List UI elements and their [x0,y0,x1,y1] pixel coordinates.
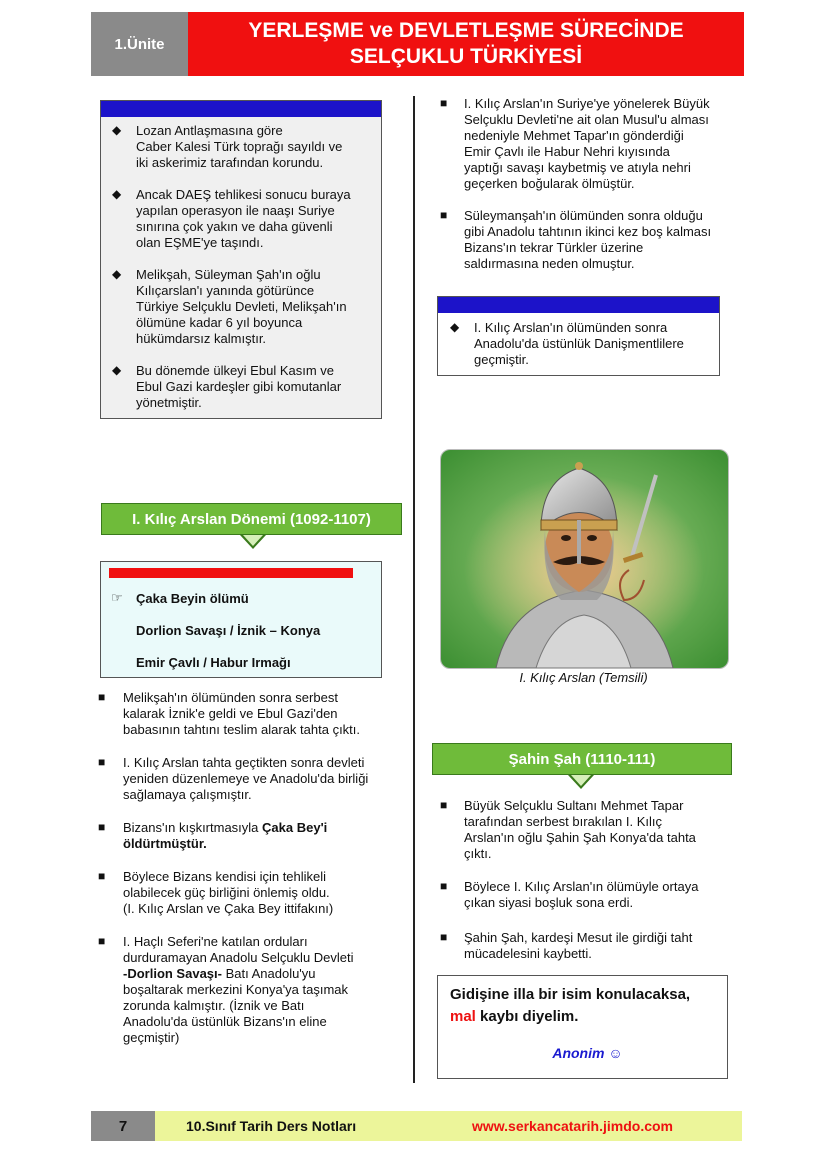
line: kalarak İznik'e geldi ve Ebul Gazi'den [123,706,338,721]
line: ölümüne kadar 6 yıl boyunca [136,315,303,330]
line: olabilecek güç birliğini önlemiş oldu. [123,885,330,900]
diamond-bullet-icon: ◆ [112,187,122,201]
title-line-2: SELÇUKLU TÜRKİYESİ [349,45,583,68]
text: Bizans'ın kışkırtmasıyla [123,820,263,835]
bold-text: öldürtmüştür. [123,836,207,851]
line: Lozan Antlaşmasına göre [136,123,283,138]
line: Bu dönemde ülkeyi Ebul Kasım ve [136,363,334,378]
line: I. Kılıç Arslan'ın ölümünden sonra [474,320,668,335]
portrait-image [440,449,729,669]
diamond-bullet-icon: ◆ [112,123,122,137]
quote-line-1: Gidişine illa bir isim konulacaksa, [450,986,691,1003]
line: Süleymanşah'ın ölümünden sonra olduğu [464,208,703,223]
line: yapılan operasyon ile naaşı Suriye [136,203,335,218]
square-bullet-icon: ■ [98,934,106,948]
line: hükümdarsız kalmıştır. [136,331,267,346]
line: I. Haçlı Seferi'ne katılan orduları [123,934,308,949]
bold-text: -Dorlion Savaşı- [123,966,222,981]
line: çıktı. [464,846,492,861]
topic-item: Emir Çavlı / Habur Irmağı [136,655,291,670]
line: yaptığı savaşı kaybetmiş ve atıyla nehri [464,160,691,175]
line: Selçuklu Devleti'ne ait olan Musul'u alması [464,112,709,127]
banner-label: Şahin Şah (1110-111) [508,750,656,768]
line: Türkiye Selçuklu Devleti, Melikşah'ın [136,299,347,314]
pointing-hand-icon: ☞ [111,590,123,605]
page-number [91,1111,155,1141]
list-item [464,798,749,862]
square-bullet-icon: ■ [440,798,448,812]
line: olan EŞME'ye taşındı. [136,235,264,250]
line: geçmiştir. [474,352,529,367]
list-item [464,96,749,192]
info-box-text [474,320,714,368]
page-number-text: 7 [118,1117,128,1135]
down-arrow-icon-inner [571,775,591,786]
box-header-bar [101,101,381,117]
list-item [464,879,749,911]
line: Ancak DAEŞ tehlikesi sonucu buraya [136,187,351,202]
line: iki askerimiz tarafından korundu. [136,155,324,170]
line: Kılıçarslan'ı yanında götürünce [136,283,315,298]
portrait-caption: I. Kılıç Arslan (Temsili) [519,670,648,685]
line: geçmiştir) [123,1030,180,1045]
list-item [123,820,408,852]
line: I. Kılıç Arslan'ın Suriye'ye yönelerek Büyük [464,96,710,111]
line: yönetmiştir. [136,395,202,410]
line: I. Kılıç Arslan tahta geçtikten sonra devleti [123,755,365,770]
column-divider [413,96,415,1083]
bold-text: Çaka Bey'i [262,820,328,835]
line: yeniden düzenlemeye ve Anadolu'da birliği [123,771,369,786]
text: Batı Anadolu'yu [221,966,316,981]
banner-label: I. Kılıç Arslan Dönemi (1092-1107) [132,510,371,528]
footer-title: 10.Sınıf Tarih Ders Notları [186,1118,357,1134]
footer-url-link[interactable]: www.serkancatarih.jimdo.com [472,1118,673,1134]
line: sınırına çok yakın ve daha güvenli [136,219,333,234]
square-bullet-icon: ■ [440,96,448,110]
section-banner-sahin-sah [432,743,732,775]
list-item [123,934,408,1046]
section-banner-kilic-arslan [101,503,402,535]
line: Arslan'ın oğlu Şahin Şah Konya'da tahta [464,830,696,845]
line: gibi Anadolu tahtının ikinci kez boş kalması [464,224,712,239]
line: Anadolu'da üstünlük Bizans'ın eline [123,1014,327,1029]
list-item [464,208,749,272]
list-item [136,187,376,251]
line: boşaltarak merkezini Konya'ya taşımak [123,982,349,997]
quote-line-2 [450,1008,578,1025]
line: (I. Kılıç Arslan ve Çaka Bey ittifakını) [123,901,334,916]
box-header-bar-red [109,568,353,578]
quote-author: Anonim ☺ [552,1045,623,1061]
square-bullet-icon: ■ [98,820,106,834]
topic-item: Çaka Beyin ölümü [136,591,249,606]
line: çıkan siyasi boşluk sona erdi. [464,895,634,910]
line: Böylece Bizans kendisi için tehlikeli [123,869,327,884]
square-bullet-icon: ■ [440,879,448,893]
line: Ebul Gazi kardeşler gibi komutanlar [136,379,342,394]
diamond-bullet-icon: ◆ [450,320,460,334]
list-item [123,755,408,803]
page-title [188,12,744,76]
line: zorunda kalmıştır. (İznik ve Batı [123,998,305,1013]
warrior-portrait-icon [441,450,728,668]
unit-text: 1.Ünite [114,35,165,53]
unit-label [91,12,188,76]
list-item [136,123,376,171]
line: Melikşah'ın ölümünden sonra serbest [123,690,338,705]
line: durduramayan Anadolu Selçuklu Devleti [123,950,354,965]
diamond-bullet-icon: ◆ [112,363,122,377]
quote-text: kaybı diyelim. [475,1008,579,1025]
line: mücadelesini kaybetti. [464,946,592,961]
square-bullet-icon: ■ [98,869,106,883]
square-bullet-icon: ■ [98,690,106,704]
line: Emir Çavlı ile Habur Nehri kıyısında [464,144,670,159]
line: tarafından serbest bırakılan I. Kılıç [464,814,662,829]
line: Böylece I. Kılıç Arslan'ın ölümüyle ortaya [464,879,699,894]
line: saldırmasına neden olmuştur. [464,256,635,271]
down-arrow-icon-inner [243,535,263,546]
list-item [136,267,376,347]
line: nedeniyle Mehmet Tapar'ın gönderdiği [464,128,684,143]
diamond-bullet-icon: ◆ [112,267,122,281]
topic-item: Dorlion Savaşı / İznik – Konya [136,623,321,638]
box-header-bar [438,297,719,313]
line: Bizans'ın tekrar Türkler üzerine [464,240,644,255]
line: Caber Kalesi Türk toprağı sayıldı ve [136,139,343,154]
square-bullet-icon: ■ [440,930,448,944]
title-line-1: YERLEŞME ve DEVLETLEŞME SÜRECİNDE [248,19,684,42]
quote-highlight: mal [450,1008,476,1025]
line: Büyük Selçuklu Sultanı Mehmet Tapar [464,798,684,813]
line: Anadolu'da üstünlük Danişmentlilere [474,336,684,351]
line: sağlamaya çalışmıştır. [123,787,252,802]
square-bullet-icon: ■ [98,755,106,769]
list-item [123,690,408,738]
line: Şahin Şah, kardeşi Mesut ile girdiği taht [464,930,693,945]
square-bullet-icon: ■ [440,208,448,222]
list-item [136,363,376,411]
line: babasının tahtını teslim alarak tahta çıktı. [123,722,361,737]
line: Melikşah, Süleyman Şah'ın oğlu [136,267,321,282]
list-item [123,869,408,917]
line: geçerken boğularak ölmüştür. [464,176,635,191]
list-item [464,930,749,962]
